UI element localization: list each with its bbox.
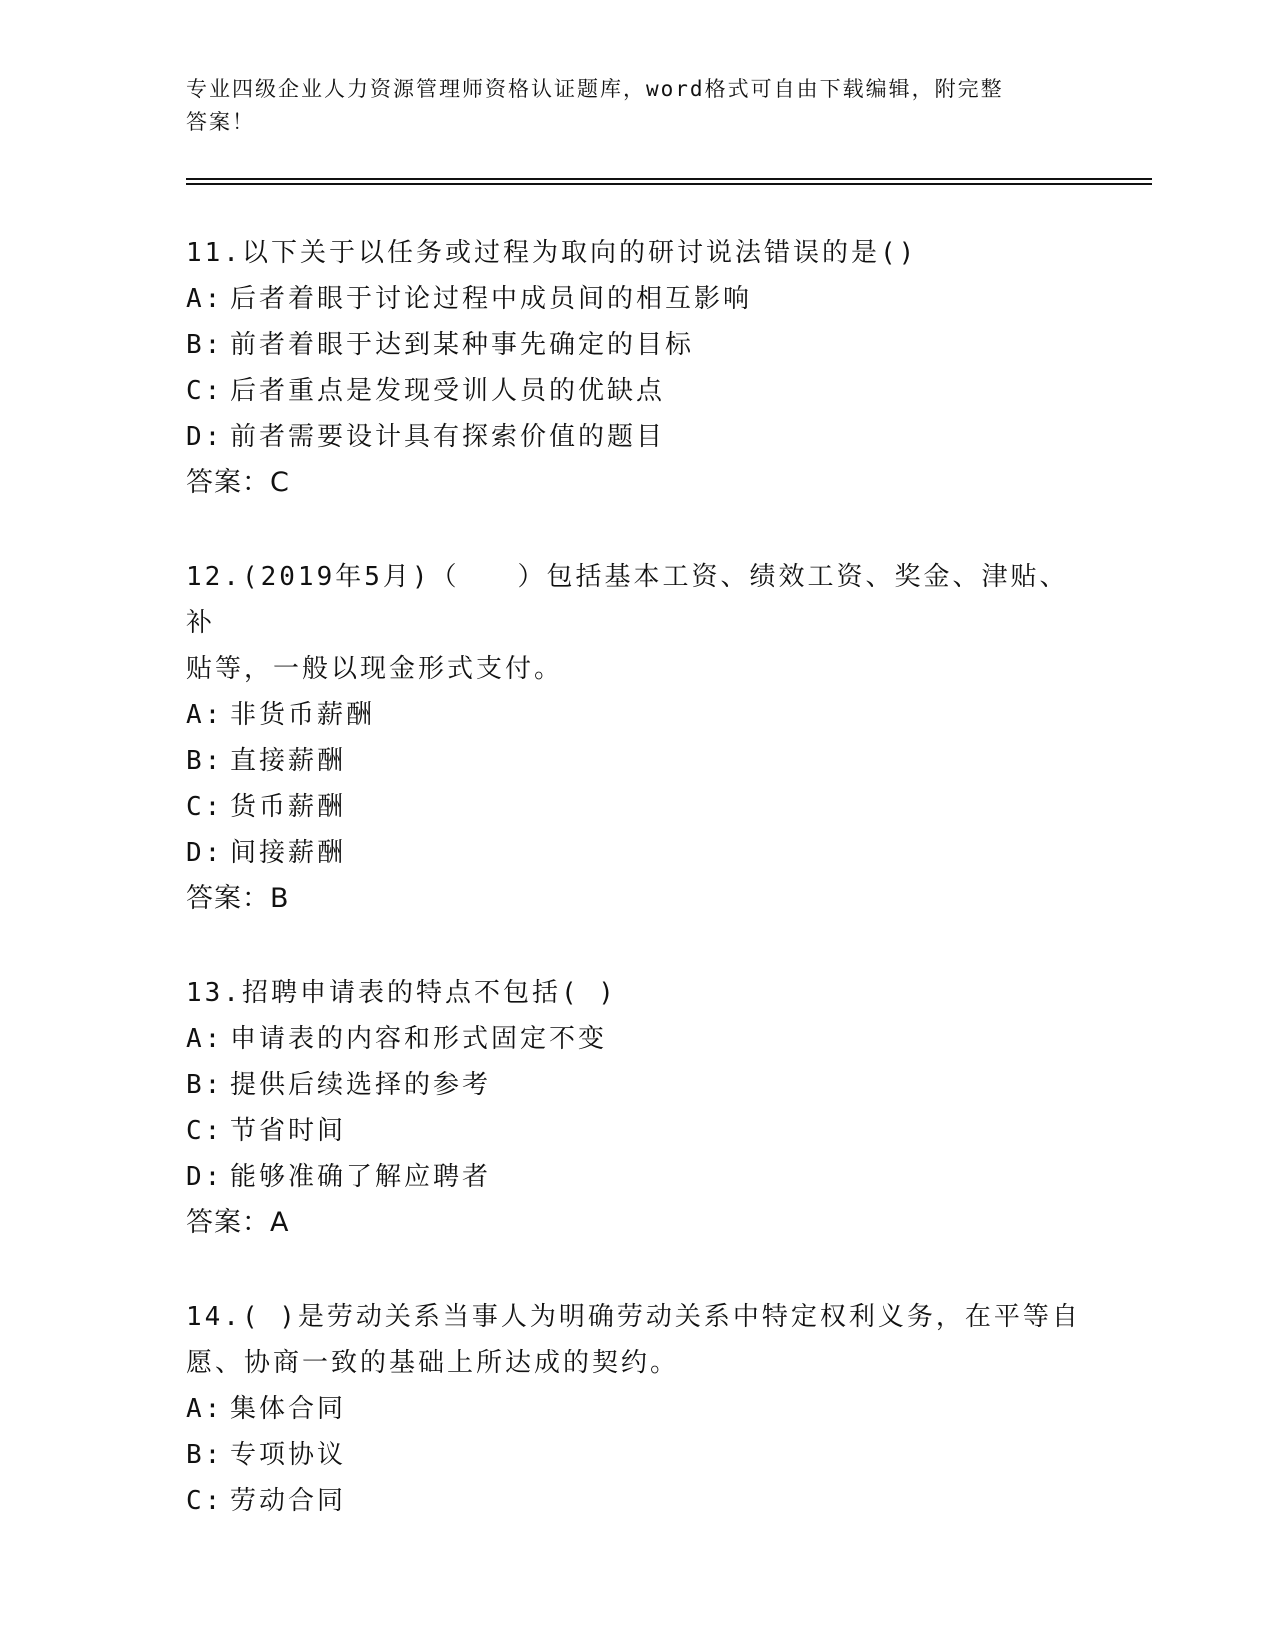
question-text-line-2: 愿、协商一致的基础上所达成的契约。 (186, 1348, 680, 1378)
answer-line: 答案：C (186, 467, 290, 498)
header-line-1: 专业四级企业人力资源管理师资格认证题库，word格式可自由下载编辑，附完整 (186, 77, 1004, 101)
option-text: 集体合同 (230, 1394, 347, 1424)
option-letter: B: (186, 746, 224, 776)
question-text: 13.招聘申请表的特点不包括( ) (186, 978, 617, 1008)
option-letter: C: (186, 1116, 224, 1146)
option-text: 提供后续选择的参考 (230, 1070, 492, 1100)
question-text-line-1: 12.(2019年5月)（ ）包括基本工资、绩效工资、奖金、津贴、补 (186, 562, 1069, 638)
option-d (186, 1154, 1086, 1200)
option-letter: B: (186, 1440, 224, 1470)
option-c (186, 1478, 1086, 1524)
header-line-2: 答案！ (186, 110, 255, 134)
option-letter: B: (186, 1070, 224, 1100)
option-letter: A: (186, 284, 224, 314)
option-letter: D: (186, 422, 224, 452)
option-d (186, 830, 1086, 876)
option-text: 专项协议 (230, 1440, 347, 1470)
option-text: 能够准确了解应聘者 (230, 1162, 492, 1192)
header-divider-bottom (186, 183, 1152, 185)
question-13 (186, 970, 1086, 1246)
option-c (186, 1108, 1086, 1154)
option-letter: A: (186, 1394, 224, 1424)
option-letter: C: (186, 376, 224, 406)
option-letter: A: (186, 700, 224, 730)
option-letter: C: (186, 792, 224, 822)
option-c (186, 368, 1086, 414)
option-letter: B: (186, 330, 224, 360)
question-list (186, 230, 1086, 1572)
option-d (186, 414, 1086, 460)
option-letter: D: (186, 1162, 224, 1192)
option-text: 申请表的内容和形式固定不变 (230, 1024, 608, 1054)
option-text: 货币薪酬 (230, 792, 347, 822)
header-divider-top (186, 178, 1152, 180)
option-text: 节省时间 (230, 1116, 347, 1146)
option-text: 间接薪酬 (230, 838, 347, 868)
question-12 (186, 554, 1086, 922)
question-text-line-2: 贴等，一般以现金形式支付。 (186, 654, 564, 684)
option-letter: D: (186, 838, 224, 868)
document-header (186, 73, 1066, 139)
option-a (186, 692, 1086, 738)
option-text: 非货币薪酬 (230, 700, 376, 730)
option-b (186, 322, 1086, 368)
option-letter: C: (186, 1486, 224, 1516)
option-a (186, 1016, 1086, 1062)
option-b (186, 1062, 1086, 1108)
option-text: 劳动合同 (230, 1486, 347, 1516)
question-14 (186, 1294, 1086, 1524)
answer-line: 答案：A (186, 1207, 290, 1238)
option-text: 前者着眼于达到某种事先确定的目标 (230, 330, 695, 360)
option-a (186, 276, 1086, 322)
option-c (186, 784, 1086, 830)
question-11 (186, 230, 1086, 506)
question-text-line-1: 14.( )是劳动关系当事人为明确劳动关系中特定权利义务，在平等自 (186, 1302, 1081, 1332)
option-text: 后者重点是发现受训人员的优缺点 (230, 376, 666, 406)
option-text: 后者着眼于讨论过程中成员间的相互影响 (230, 284, 753, 314)
option-a (186, 1386, 1086, 1432)
option-b (186, 738, 1086, 784)
option-letter: A: (186, 1024, 224, 1054)
question-text: 11.以下关于以任务或过程为取向的研讨说法错误的是() (186, 238, 918, 268)
option-b (186, 1432, 1086, 1478)
option-text: 直接薪酬 (230, 746, 347, 776)
option-text: 前者需要设计具有探索价值的题目 (230, 422, 666, 452)
answer-line: 答案：B (186, 883, 290, 914)
